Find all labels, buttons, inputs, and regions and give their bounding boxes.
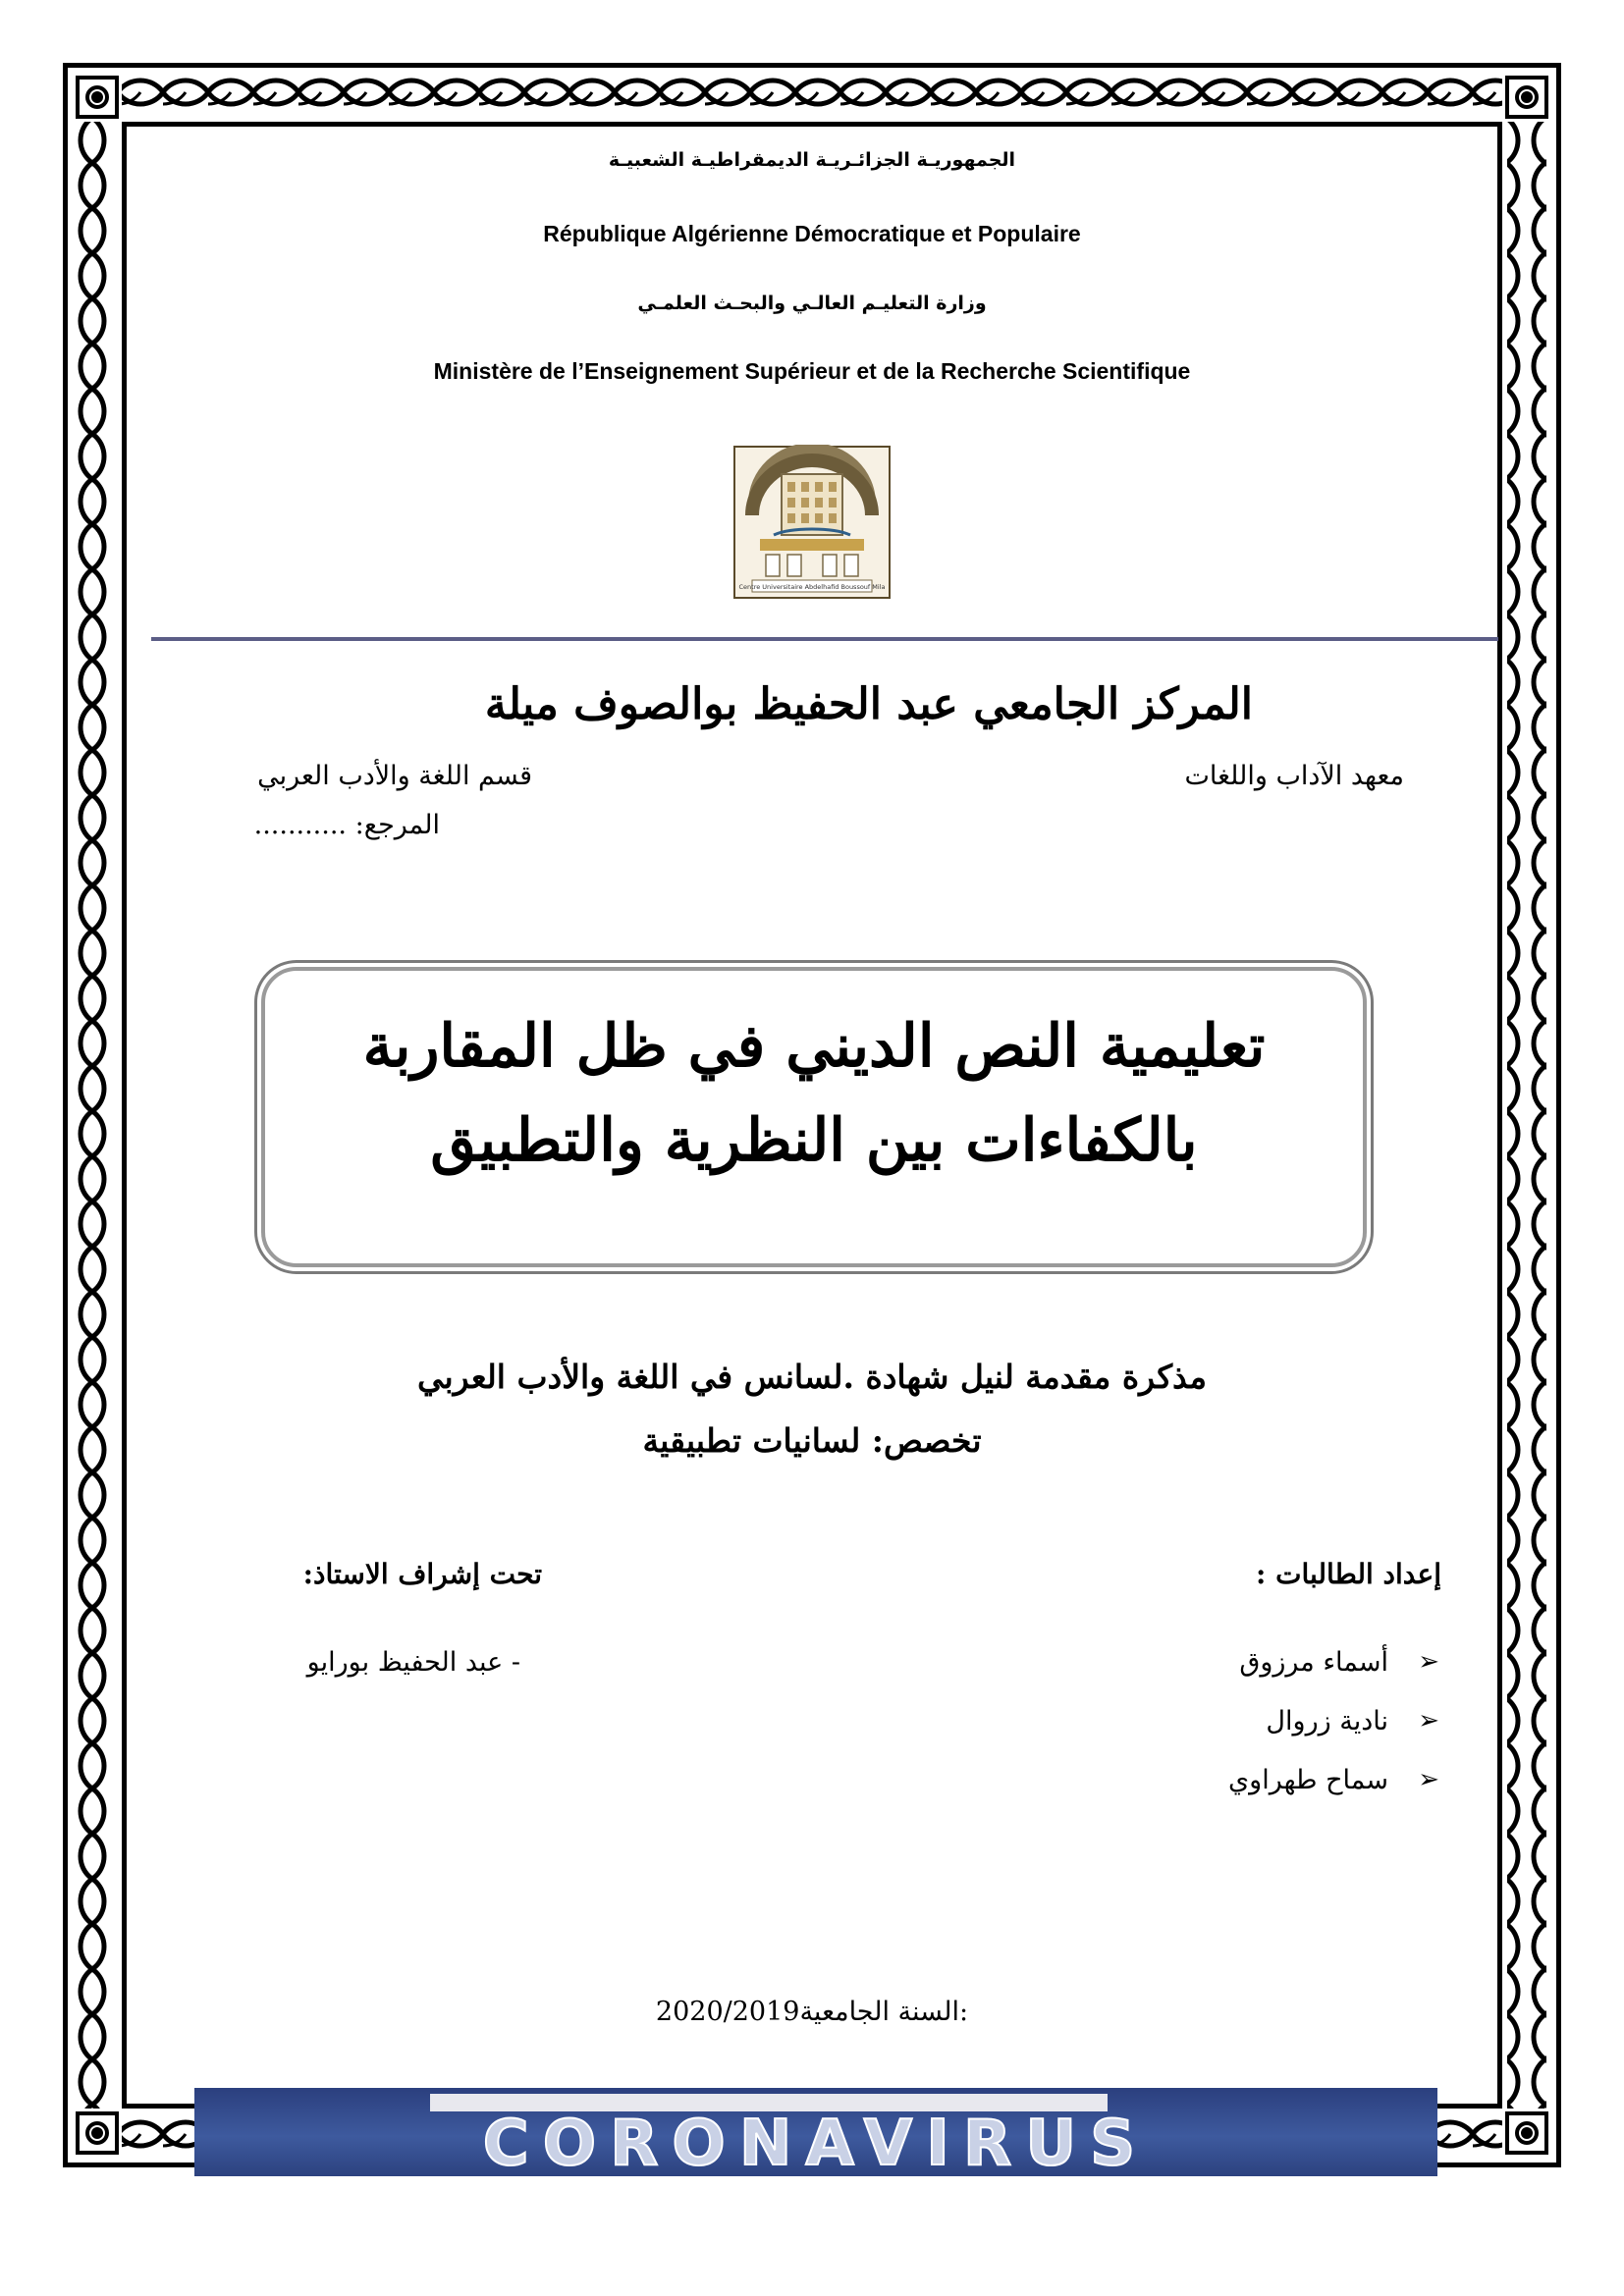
ministry-arabic: وزارة التعليـم العالـي والبحـث العلمـي: [637, 293, 987, 314]
bullet-arrow-icon: ➢: [1418, 1647, 1439, 1677]
thesis-title-box: [261, 967, 1367, 1267]
banner-text: CORONAVIRUS: [482, 2108, 1150, 2176]
student-name: نادية زروال: [1266, 1706, 1388, 1736]
degree-statement: مذكرة مقدمة لنيل شهادة .لسانس في اللغة والأدب العربي: [416, 1358, 1208, 1396]
ministry-french: Ministère de l’Enseignement Supérieur et de la Recherche Scientifique: [433, 358, 1191, 384]
logo-caption: Centre Universitaire Abdelhafid Boussouf Mila: [738, 583, 886, 591]
specialty: تخصص: لسانيات تطبيقية: [642, 1421, 982, 1460]
university-logo: [732, 445, 892, 600]
bullet-arrow-icon: ➢: [1418, 1765, 1439, 1794]
thesis-title-line1: تعليمية النص الديني في ظل المقاربة: [362, 1012, 1266, 1081]
student-name: سماح طهراوي: [1228, 1765, 1388, 1795]
republic-arabic: الجمهوريـة الجزائـريـة الديمقراطيـة الشعبيـة: [608, 149, 1016, 171]
header-divider: [151, 637, 1498, 641]
academic-year: [0, 1997, 1624, 2027]
bullet-arrow-icon: ➢: [1418, 1706, 1439, 1735]
reference-number: المرجع: ...........: [253, 810, 440, 840]
institute-name: معهد الآداب واللغات: [1184, 761, 1404, 791]
department-name: قسم اللغة والأدب العربي: [257, 761, 532, 791]
academic-year-label: السنة الجامعية:: [799, 1997, 969, 2027]
students-label: إعداد الطالبات :: [1256, 1558, 1441, 1590]
coronavirus-banner: [194, 2088, 1437, 2176]
supervisor-label: تحت إشراف الاستاذ:: [302, 1558, 542, 1590]
academic-year-value: 2020/2019: [655, 1997, 800, 2027]
thesis-title-line2: بالكفاءات بين النظرية والتطبيق: [430, 1106, 1198, 1175]
institution-name: المركز الجامعي عبد الحفيظ بوالصوف ميلة: [484, 679, 1253, 729]
republic-french: République Algérienne Démocratique et Populaire: [543, 221, 1081, 246]
student-name: أسماء مرزوق: [1239, 1647, 1388, 1678]
supervisor-name: - عبد الحفيظ بورايو: [306, 1647, 520, 1678]
